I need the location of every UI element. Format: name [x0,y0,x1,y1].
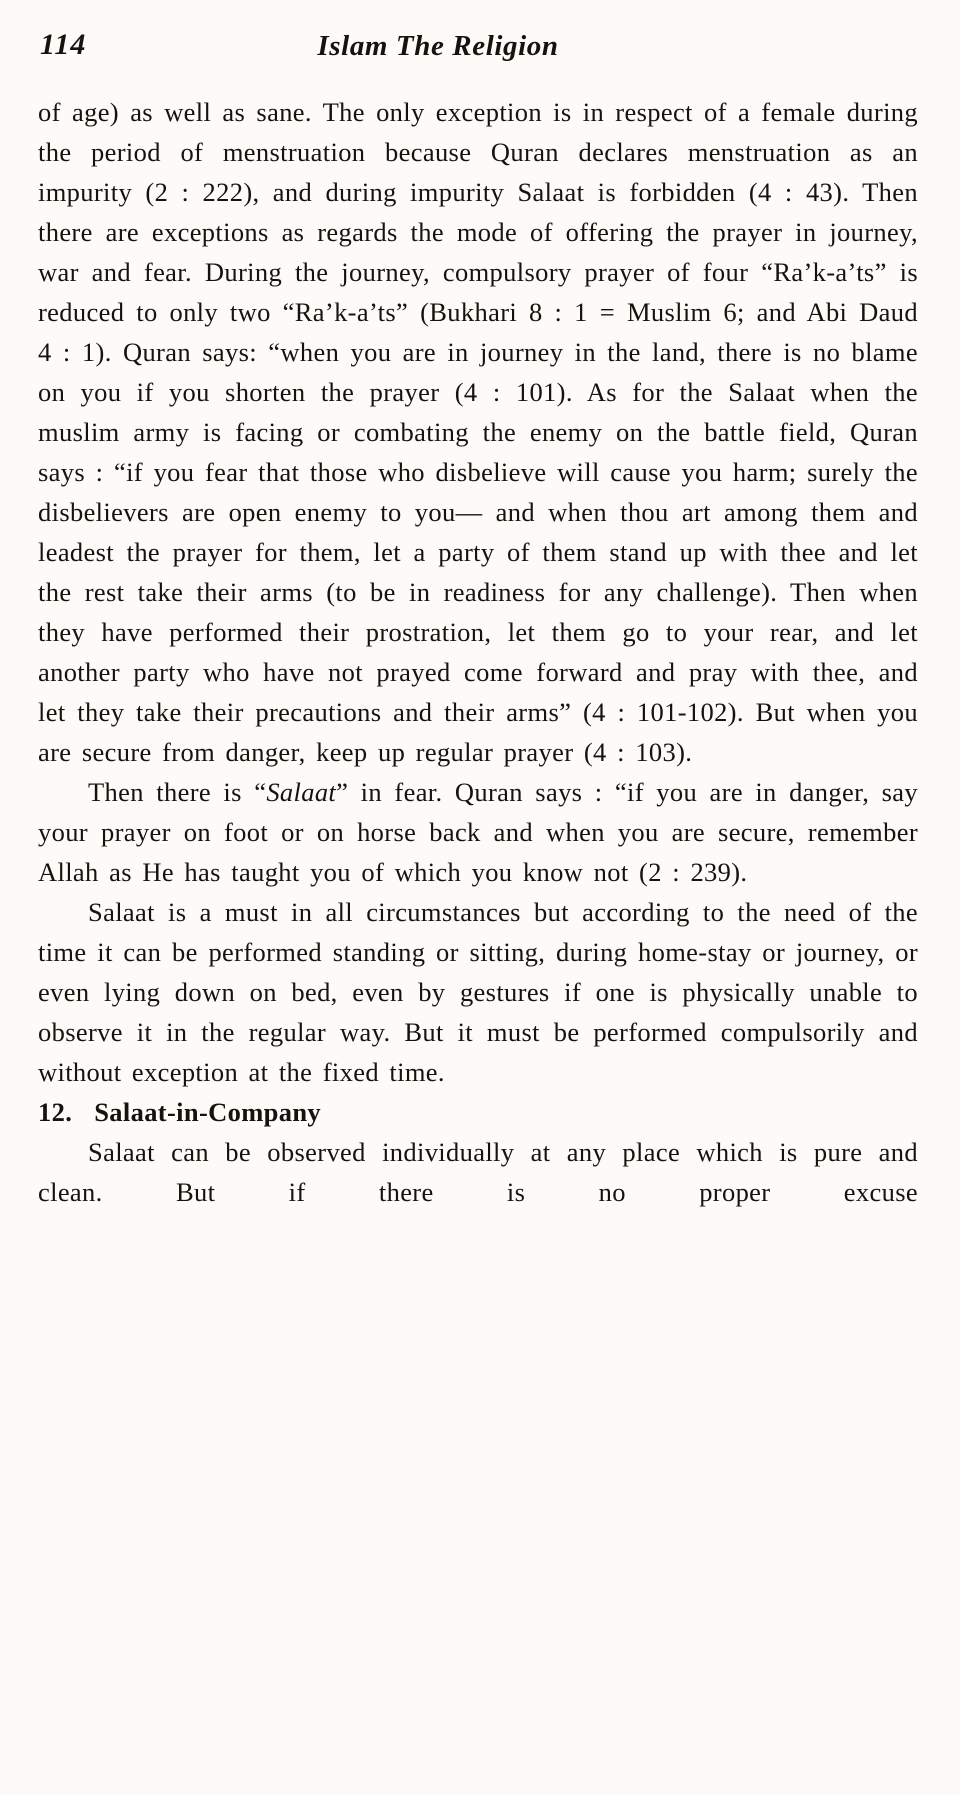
paragraph: Salaat is a must in all circumstances but according to the need of the time it can be performed standing or sitting, during home-stay or journey, or even lying down on bed, even by gestures if one is physically unable to observe it in the regular way. But it must be performed compulsorily and without exception at the fixed time. [38,897,918,1087]
page-number: 114 [40,28,87,61]
page-body [38,92,918,1212]
section-title: Salaat-in-Company [94,1097,322,1127]
book-title: Islam The Religion [317,30,559,62]
paragraph [38,772,918,892]
paragraph-text: ” in fear. Quran says : “if you are in danger, say your prayer on foot or on horse back and when you are secure, remember Allah as He has taught you of which you know not (2 : 239). [38,777,918,887]
section-number: 12. [38,1097,73,1127]
paragraph-text: Then there is “ [88,777,267,807]
section-heading [38,1092,918,1132]
paragraph: Salaat can be observed individually at any place which is pure and clean. But if there is no proper excuse [38,1137,918,1207]
running-head [38,26,918,78]
italic-word: Salaat [266,777,337,807]
paragraph-continuation: of age) as well as sane. The only exception is in respect of a female during the period of menstruation because Quran declares menstruation as an impurity (2 : 222), and during impurity Salaat is forbidden (4 : 43). Then there are exceptions as regards the mode of offering the prayer in journey, war and fear. During the journey, compulsory prayer of four “Ra’k-a’ts” is reduced to only two “Ra’k-a’ts” (Bukhari 8 : 1 = Muslim 6; and Abi Daud 4 : 1). Quran says: “when you are in journey in the land, there is no blame on you if you shorten the prayer (4 : 101). As for the Salaat when the muslim army is facing or combating the enemy on the battle field, Quran says : “if you fear that those who disbelieve will cause you harm; surely the disbelievers are open enemy to you— and when thou art among them and leadest the prayer for them, let a party of them stand up with thee and let the rest take their arms (to be in readiness for any challenge). Then when they have performed their prostration, let them go to your rear, and let another party who have not prayed come forward and pray with thee, and let they take their precautions and their arms” (4 : 101-102). But when you are secure from danger, keep up regular prayer (4 : 103). [38,97,918,767]
